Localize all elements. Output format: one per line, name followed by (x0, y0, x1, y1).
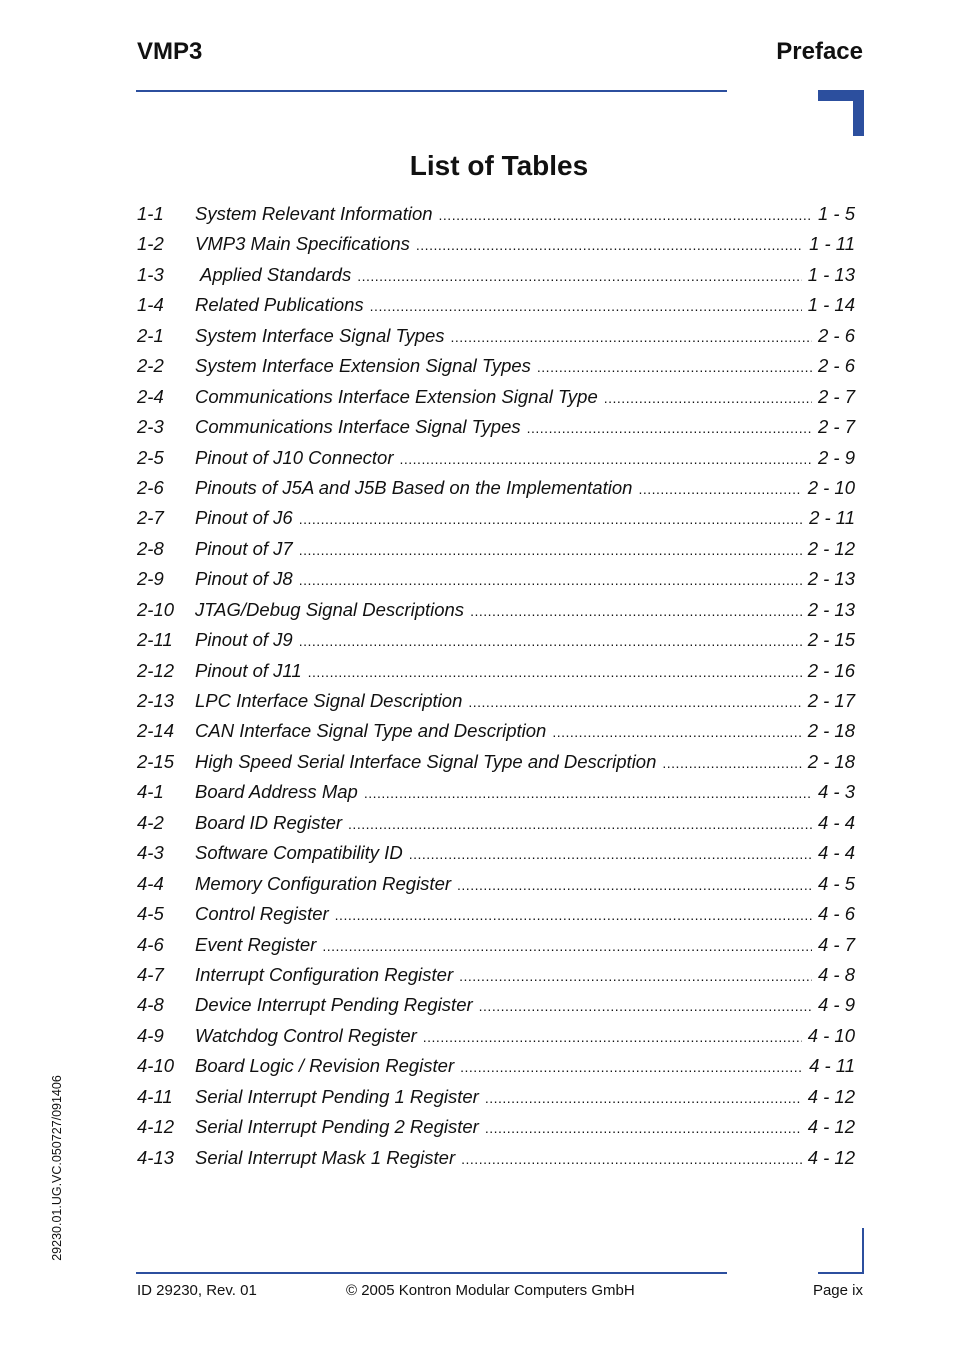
toc-entry-title: Serial Interrupt Pending 1 Register (195, 1085, 479, 1107)
toc-entry-number: 1-4 (137, 294, 164, 316)
toc-entry[interactable] (137, 781, 855, 811)
toc-entry-page: 2 - 7 (817, 416, 855, 438)
toc-entry[interactable] (137, 1025, 855, 1055)
toc-entry[interactable] (137, 447, 855, 477)
toc-dot-leader (461, 1151, 802, 1167)
toc-entry-number: 2-13 (137, 690, 175, 711)
footer-doc-id: ID 29230, Rev. 01 (137, 1282, 257, 1299)
toc-dot-leader (479, 998, 812, 1014)
toc-entry[interactable] (137, 599, 855, 629)
toc-entry[interactable] (137, 994, 855, 1024)
toc-entry-title: Pinout of J11 (195, 659, 302, 681)
toc-entry[interactable] (137, 386, 855, 416)
toc-entry[interactable] (137, 690, 855, 720)
footer-page-number: Page ix (812, 1282, 863, 1299)
document-id-vertical: 29230.01.UG.VC.050727/091406 (50, 1075, 64, 1261)
toc-entry[interactable] (137, 873, 855, 903)
toc-dot-leader (468, 694, 801, 710)
toc-entry[interactable] (137, 477, 855, 507)
corner-mark-top (818, 90, 864, 136)
toc-entry-title: Pinouts of J5A and J5B Based on the Implementation (195, 476, 633, 498)
toc-entry-title: Board Address Map (195, 781, 358, 803)
toc-entry-number: 4-7 (137, 963, 164, 985)
toc-entry[interactable] (137, 842, 855, 872)
toc-entry-title: Interrupt Configuration Register (195, 963, 454, 985)
toc-entry-page: 2 - 10 (807, 476, 855, 498)
toc-entry-title: Software Compatibility ID (195, 842, 403, 864)
toc-dot-leader (604, 390, 812, 406)
toc-entry-page: 4 - 3 (817, 781, 855, 803)
toc-dot-leader (308, 664, 802, 680)
toc-entry-number: 2-2 (137, 355, 164, 377)
toc-entry-page: 2 - 13 (807, 568, 855, 590)
toc-entry-number: 2-10 (137, 598, 175, 620)
toc-entry[interactable] (137, 203, 855, 233)
toc-entry-page: 4 - 11 (809, 1055, 855, 1077)
toc-dot-leader (370, 298, 802, 314)
toc-dot-leader (537, 359, 812, 375)
toc-dot-leader (335, 907, 812, 923)
toc-entry-title: Pinout of J10 Connector (195, 446, 394, 468)
toc-entry-page: 2 - 15 (807, 629, 855, 651)
toc-dot-leader (299, 542, 802, 558)
toc-entry[interactable] (137, 507, 855, 537)
toc-dot-leader (348, 816, 812, 832)
toc-dot-leader (485, 1090, 802, 1106)
toc-entry-title: Communications Interface Signal Types (195, 416, 521, 438)
toc-entry-number: 2-11 (137, 629, 173, 651)
toc-entry-number: 2-6 (137, 476, 164, 498)
toc-entry[interactable] (137, 355, 855, 385)
toc-entry-title: VMP3 Main Specifications (195, 233, 410, 255)
toc-dot-leader (364, 785, 812, 801)
toc-entry-page: 4 - 12 (807, 1116, 855, 1138)
toc-entry-number: 2-3 (137, 416, 164, 438)
toc-entry-number: 4-8 (137, 994, 164, 1016)
toc-entry-page: 4 - 4 (817, 811, 855, 833)
toc-entry[interactable] (137, 751, 855, 781)
toc-entry-number: 4-11 (137, 1085, 173, 1107)
toc-entry-page: 2 - 6 (817, 324, 855, 346)
toc-entry-page: 2 - 6 (817, 355, 855, 377)
toc-entry-title: System Relevant Information (195, 203, 433, 224)
toc-entry-number: 2-9 (137, 568, 164, 590)
toc-entry-title: Serial Interrupt Pending 2 Register (195, 1116, 479, 1138)
toc-entry-number: 4-4 (137, 872, 164, 894)
table-of-contents (137, 203, 855, 1177)
toc-entry-page: 4 - 12 (807, 1085, 855, 1107)
toc-entry-page: 2 - 18 (807, 750, 855, 772)
toc-entry-title: System Interface Extension Signal Types (195, 355, 531, 377)
toc-entry[interactable] (137, 538, 855, 568)
toc-dot-leader (416, 237, 803, 253)
toc-dot-leader (299, 511, 803, 527)
corner-mark-bottom-horizontal (818, 1272, 864, 1274)
toc-dot-leader (662, 755, 801, 771)
toc-entry-page: 4 - 4 (817, 842, 855, 864)
toc-entry-page: 4 - 12 (807, 1146, 855, 1168)
toc-dot-leader (459, 968, 812, 984)
toc-entry-page: 2 - 13 (807, 598, 855, 620)
toc-entry-title: Board ID Register (195, 811, 343, 833)
toc-dot-leader (400, 451, 812, 467)
toc-entry-number: 4-9 (137, 1024, 164, 1046)
toc-entry-title: Pinout of J6 (195, 507, 293, 529)
toc-entry-page: 4 - 7 (817, 933, 855, 955)
toc-dot-leader (451, 329, 812, 345)
toc-entry-page: 2 - 12 (807, 537, 855, 559)
toc-entry[interactable] (137, 720, 855, 750)
toc-entry-title: Event Register (195, 933, 317, 955)
toc-entry-title: CAN Interface Signal Type and Description (195, 720, 547, 742)
toc-dot-leader (638, 481, 801, 497)
toc-entry-number: 4-5 (137, 903, 164, 925)
toc-entry-page: 2 - 7 (817, 385, 855, 407)
toc-dot-leader (423, 1029, 802, 1045)
page-title: List of Tables (409, 150, 589, 181)
corner-mark-bottom-vertical (862, 1228, 864, 1274)
toc-entry-page: 2 - 16 (807, 659, 855, 681)
toc-entry[interactable] (137, 233, 855, 263)
toc-entry-title: Related Publications (195, 294, 364, 316)
toc-entry[interactable] (137, 934, 855, 964)
toc-entry[interactable] (137, 660, 855, 690)
toc-entry-title: Communications Interface Extension Signal Type (195, 385, 598, 407)
toc-entry-number: 4-2 (137, 811, 164, 833)
toc-entry-page: 4 - 6 (817, 903, 855, 925)
header-title-left: VMP3 (137, 38, 203, 65)
toc-entry-page: 1 - 5 (817, 203, 855, 224)
toc-entry-number: 4-3 (137, 842, 164, 864)
toc-entry-number: 2-12 (137, 659, 175, 681)
toc-dot-leader (552, 724, 801, 740)
toc-entry-title: Memory Configuration Register (195, 872, 452, 894)
toc-entry-number: 4-1 (137, 781, 164, 803)
toc-entry-number: 2-14 (137, 720, 175, 742)
toc-entry-page: 2 - 18 (807, 720, 855, 742)
toc-entry[interactable] (137, 812, 855, 842)
toc-entry-title: Pinout of J9 (195, 629, 293, 651)
toc-entry-title: Serial Interrupt Mask 1 Register (195, 1146, 456, 1168)
toc-entry-number: 1-1 (137, 203, 164, 224)
toc-entry[interactable] (137, 1086, 855, 1116)
toc-dot-leader (527, 420, 812, 436)
toc-entry[interactable] (137, 264, 855, 294)
toc-entry[interactable] (137, 629, 855, 659)
toc-dot-leader (409, 846, 812, 862)
toc-dot-leader (470, 603, 802, 619)
toc-entry-number: 2-7 (137, 507, 164, 529)
toc-entry-number: 2-8 (137, 537, 164, 559)
header-title-right: Preface (776, 38, 863, 65)
toc-dot-leader (485, 1120, 802, 1136)
toc-dot-leader (299, 572, 802, 588)
toc-entry-number: 4-12 (137, 1116, 175, 1138)
toc-entry-title: Applied Standards (200, 263, 352, 285)
toc-entry-number: 2-5 (137, 446, 164, 468)
toc-dot-leader (460, 1059, 803, 1075)
toc-entry-number: 1-3 (137, 263, 164, 285)
toc-entry-page: 2 - 17 (807, 690, 855, 711)
toc-entry[interactable] (137, 964, 855, 994)
corner-mark-bottom (818, 1228, 864, 1274)
toc-entry[interactable] (137, 1055, 855, 1085)
toc-entry-number: 4-6 (137, 933, 164, 955)
toc-entry-page: 2 - 11 (809, 507, 855, 529)
toc-dot-leader (299, 633, 802, 649)
footer-copyright: © 2005 Kontron Modular Computers GmbH (346, 1282, 635, 1299)
toc-entry-page: 4 - 10 (807, 1024, 855, 1046)
toc-entry[interactable] (137, 294, 855, 324)
toc-entry[interactable] (137, 1116, 855, 1146)
toc-entry[interactable] (137, 416, 855, 446)
header-rule (136, 90, 727, 92)
toc-entry-page: 2 - 9 (817, 446, 855, 468)
toc-dot-leader (322, 938, 812, 954)
footer-rule (136, 1272, 727, 1274)
toc-entry-title: Control Register (195, 903, 329, 925)
toc-entry-page: 1 - 11 (809, 233, 855, 255)
toc-entry-title: Pinout of J7 (195, 537, 293, 559)
toc-entry-title: Device Interrupt Pending Register (195, 994, 473, 1016)
toc-dot-leader (439, 207, 812, 223)
toc-entry[interactable] (137, 903, 855, 933)
toc-entry-page: 4 - 8 (817, 963, 855, 985)
toc-dot-leader (357, 268, 801, 284)
toc-entry-number: 4-13 (137, 1146, 175, 1168)
toc-entry-title: JTAG/Debug Signal Descriptions (195, 598, 465, 620)
toc-entry-number: 4-10 (137, 1055, 175, 1077)
toc-entry-number: 1-2 (137, 233, 164, 255)
toc-entry-number: 2-1 (137, 324, 164, 346)
toc-entry-number: 2-4 (137, 385, 164, 407)
toc-entry-page: 1 - 14 (807, 294, 855, 316)
toc-dot-leader (457, 877, 812, 893)
toc-entry-number: 2-15 (137, 750, 175, 772)
toc-entry[interactable] (137, 1147, 855, 1177)
toc-entry[interactable] (137, 568, 855, 598)
toc-entry-title: Watchdog Control Register (195, 1024, 417, 1046)
toc-entry-title: Board Logic / Revision Register (195, 1055, 455, 1077)
toc-entry-title: System Interface Signal Types (195, 324, 445, 346)
toc-entry-page: 1 - 13 (807, 263, 855, 285)
toc-entry-page: 4 - 9 (817, 994, 855, 1016)
toc-entry-title: LPC Interface Signal Description (195, 690, 463, 711)
toc-entry-title: High Speed Serial Interface Signal Type and Description (195, 750, 657, 772)
toc-entry[interactable] (137, 325, 855, 355)
toc-entry-page: 4 - 5 (817, 872, 855, 894)
toc-entry-title: Pinout of J8 (195, 568, 293, 590)
corner-mark-top-vertical (853, 90, 864, 136)
